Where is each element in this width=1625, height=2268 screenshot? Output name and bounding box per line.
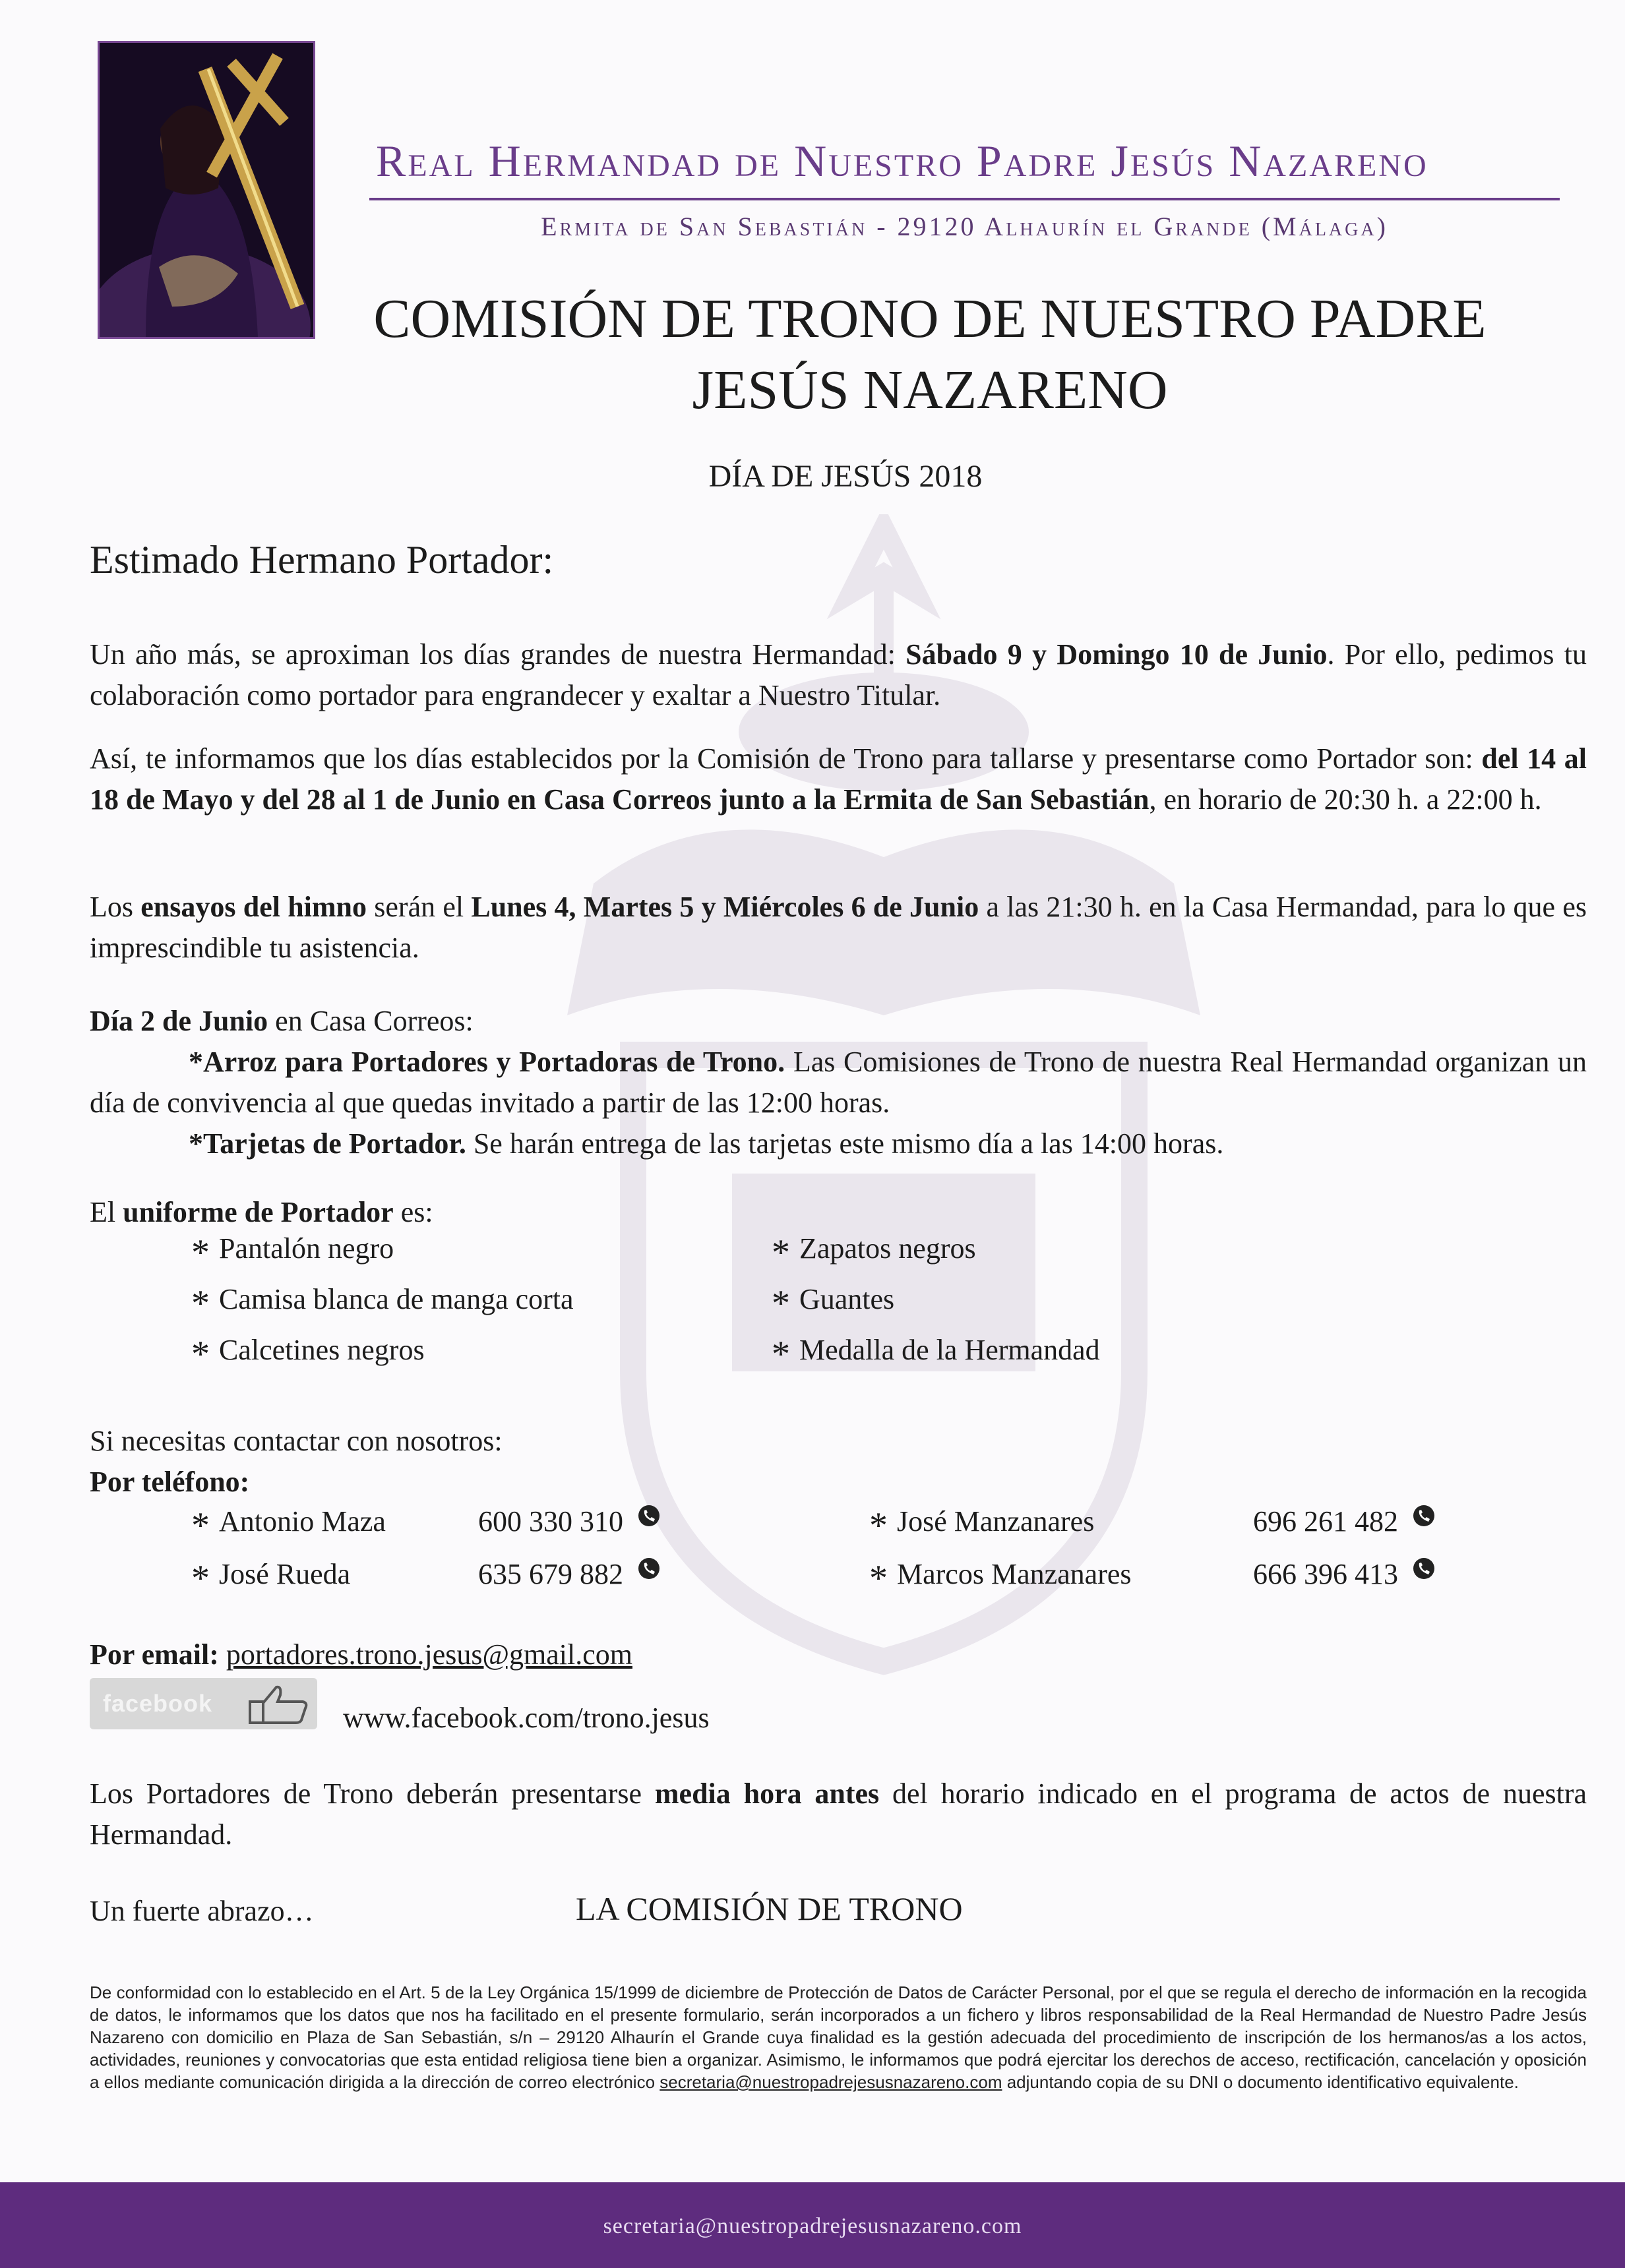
legal-text: De conformidad con lo establecido en el Art. 5 de la Ley Orgánica 15/1999 de diciembre de Protección de Datos de Carácter Personal, por el que se regula el derecho de información en la recogida de datos, le informamos que los datos que nos ha facilitado en el presente formulario, serán incorporados a un fichero y libros responsabilidad de la Real Hermandad de Nuestro Padre Jesús Nazareno con domicilio en Plaza de San Sebastián, s/n – 29120 Alhaurín el Grande cuya finalidad es la gestión adecuada del procedimiento de inscripción de los hermanos/as a los actos, actividades, reuniones y convocatorias que esta entidad religiosa tiene bien a organizar. Asimismo, le informamos que podrá ejercitar los derechos de acceso, rectificación, cancelación y oposición a ellos mediante comunicación dirigida a la dirección de correo electrónico — [90, 1983, 1587, 2092]
nazareno-image-icon — [100, 43, 313, 337]
contact-phone[interactable] — [478, 1505, 660, 1538]
signature: LA COMISIÓN DE TRONO — [576, 1890, 963, 1927]
contact-phone-number[interactable]: 635 679 882 — [478, 1558, 623, 1590]
phone-label: Por teléfono: — [90, 1466, 250, 1498]
legal-notice — [90, 1981, 1587, 2093]
email-label: Por email: — [90, 1638, 219, 1671]
contact-name-label: Antonio Maza — [219, 1505, 386, 1537]
header-rule — [369, 198, 1560, 200]
p4-cards-text: Se harán entrega de las tarjetas este mismo día a las 14:00 horas. — [466, 1127, 1224, 1160]
contact-name: * José Manzanares — [869, 1505, 1095, 1546]
phone-icon — [638, 1557, 660, 1580]
paragraph-rehearsals — [90, 887, 1587, 969]
main-title-line-2: JESÚS NAZARENO — [692, 359, 1168, 421]
contact-name-label: Marcos Manzanares — [897, 1558, 1132, 1590]
uniform-item-label: Pantalón negro — [219, 1232, 394, 1265]
uniform-intro-c: es: — [393, 1196, 433, 1228]
phone-icon — [1413, 1505, 1435, 1527]
p1-text: Un año más, se aproximan los días grandes de nuestra Hermandad: — [90, 638, 906, 671]
p2-text-end: , en horario de 20:30 h. a 22:00 h. — [1149, 783, 1542, 816]
subtitle: DÍA DE JESÚS 2018 — [708, 459, 983, 494]
uniform-item-label: Calcetines negros — [219, 1334, 425, 1366]
p2-text: Así, te informamos que los días establecidos por la Comisión de Trono para tallarse y presentarse como Portador son: — [90, 742, 1482, 775]
facebook-badge[interactable] — [90, 1678, 317, 1729]
email-link[interactable]: portadores.trono.jesus@gmail.com — [226, 1638, 632, 1671]
p1-text-end: . Por ello, pedimos tu colaboración como portador para engrandecer y exaltar a Nuestro Titular. — [90, 638, 1587, 711]
uniform-item: * Calcetines negros — [191, 1334, 425, 1375]
legal-text-end: adjuntando copia de su DNI o documento identificativo equivalente. — [1002, 2072, 1519, 2092]
uniform-item-label: Camisa blanca de manga corta — [219, 1283, 574, 1315]
org-subtitle: Ermita de San Sebastián - 29120 Alhaurín el Grande (Málaga) — [541, 212, 1388, 241]
p4-date: Día 2 de Junio — [90, 1005, 268, 1037]
uniform-intro — [90, 1192, 1587, 1233]
contact-intro — [90, 1421, 1587, 1503]
contact-name: * José Rueda — [191, 1558, 351, 1599]
closing: Un fuerte abrazo… — [90, 1895, 314, 1927]
uniform-item: * Zapatos negros — [772, 1232, 976, 1273]
facebook-url[interactable]: www.facebook.com/trono.jesus — [343, 1702, 710, 1734]
contact-name-label: José Manzanares — [897, 1505, 1095, 1537]
thumbs-up-icon — [245, 1682, 311, 1725]
contact-phone[interactable] — [1253, 1557, 1435, 1591]
p5-text: Los Portadores de Trono deberán presentarse — [90, 1777, 655, 1810]
contact-phone-number[interactable]: 696 261 482 — [1253, 1505, 1398, 1537]
contact-intro-text: Si necesitas contactar con nosotros: — [90, 1425, 503, 1457]
facebook-badge-label: facebook — [103, 1690, 213, 1717]
phone-icon — [638, 1505, 660, 1527]
p4-place: en Casa Correos: — [268, 1005, 474, 1037]
p3-text-end: a las 21:30 h. en la Casa Hermandad, para lo que es imprescindible tu asistencia. — [90, 891, 1587, 964]
p3-text: Los — [90, 891, 141, 923]
contact-name: * Marcos Manzanares — [869, 1558, 1132, 1599]
p5-text-end: del horario indicado en el programa de actos de nuestra Hermandad. — [90, 1777, 1587, 1851]
uniform-item-label: Medalla de la Hermandad — [799, 1334, 1100, 1366]
p4-rice-text: Las Comisiones de Trono de nuestra Real Hermandad organizan un día de convivencia al que quedas invitado a partir de las 12:00 horas. — [90, 1046, 1587, 1119]
email-line — [90, 1638, 632, 1671]
contact-name: * Antonio Maza — [191, 1505, 386, 1546]
uniform-intro-bold: uniforme de Portador — [123, 1196, 394, 1228]
contact-phone[interactable] — [1253, 1505, 1435, 1538]
p4-cards-title: *Tarjetas de Portador. — [189, 1127, 466, 1160]
legal-email-link[interactable]: secretaria@nuestropadrejesusnazareno.com — [659, 2072, 1002, 2092]
uniform-item-label: Guantes — [799, 1283, 895, 1315]
p5-bold: media hora antes — [654, 1777, 880, 1810]
paragraph-june-2 — [90, 1001, 1587, 1164]
contact-phone-number[interactable]: 666 396 413 — [1253, 1558, 1398, 1590]
main-title — [284, 284, 1576, 426]
uniform-item: * Medalla de la Hermandad — [772, 1334, 1100, 1375]
footer-email[interactable]: secretaria@nuestropadrejesusnazareno.com — [603, 2214, 1022, 2238]
p4-rice-title: *Arroz para Portadores y Portadoras de Trono. — [189, 1046, 785, 1078]
uniform-item: * Pantalón negro — [191, 1232, 394, 1273]
contact-phone[interactable] — [478, 1557, 660, 1591]
contact-phone-number[interactable]: 600 330 310 — [478, 1505, 623, 1537]
p2-bold: del 14 al 18 de Mayo y del 28 al 1 de Junio en Casa Correos junto a la Ermita de San Sebastián — [90, 742, 1587, 816]
paragraph-arrival — [90, 1774, 1587, 1855]
paragraph-dates — [90, 634, 1587, 716]
p3-bold-1: ensayos del himno — [140, 891, 367, 923]
uniform-intro-a: El — [90, 1196, 123, 1228]
contact-name-label: José Rueda — [219, 1558, 351, 1590]
p3-bold-2: Lunes 4, Martes 5 y Miércoles 6 de Junio — [471, 891, 979, 923]
p3-text-mid: serán el — [367, 891, 472, 923]
greeting: Estimado Hermano Portador: — [90, 538, 554, 582]
main-title-line-1: COMISIÓN DE TRONO DE NUESTRO PADRE — [373, 288, 1487, 349]
p1-bold: Sábado 9 y Domingo 10 de Junio — [905, 638, 1328, 671]
uniform-item-label: Zapatos negros — [799, 1232, 976, 1265]
uniform-item: * Camisa blanca de manga corta — [191, 1283, 574, 1324]
uniform-item: * Guantes — [772, 1283, 895, 1324]
org-title: Real Hermandad de Nuestro Padre Jesús Nazareno — [376, 136, 1428, 186]
paragraph-sizing — [90, 738, 1587, 820]
nazareno-photo — [98, 41, 315, 339]
phone-icon — [1413, 1557, 1435, 1580]
